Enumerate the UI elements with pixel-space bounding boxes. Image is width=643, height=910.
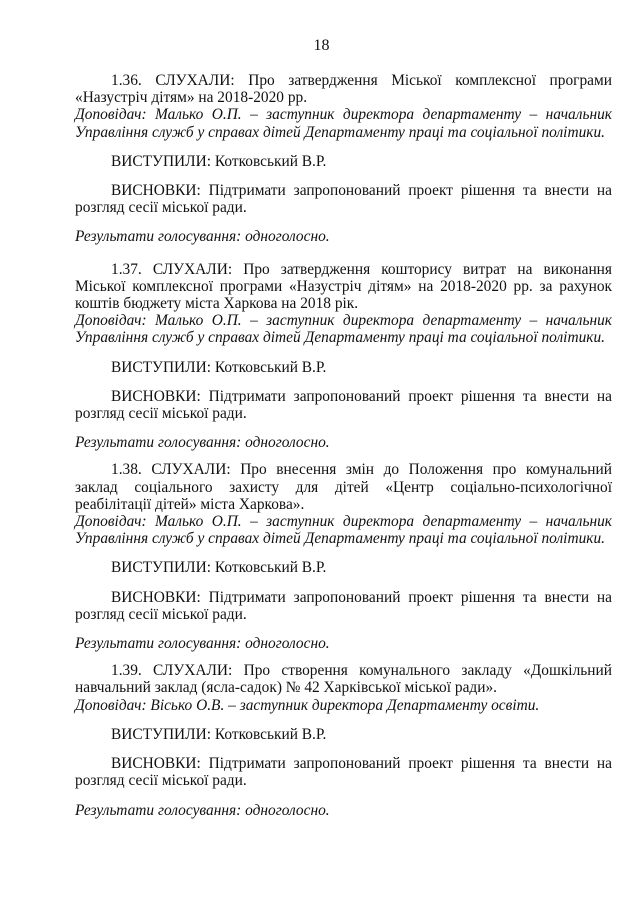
conclusions-paragraph: ВИСНОВКИ: Підтримати запропонований проект рішення та внести на розгляд сесії міської ради. (75, 588, 612, 623)
spoke-line: ВИСТУПИЛИ: Котковський В.Р. (111, 152, 327, 170)
agenda-item-1-38 (75, 461, 612, 652)
heard-text: Про внесення змін до Положення про комунальний заклад соціального захисту для дітей «Центр соціально-психологічної реабілітації дітей» міста Харкова». (75, 461, 612, 513)
vote-result: Результати голосування: одноголосно. (75, 635, 330, 653)
heard-paragraph (75, 261, 612, 313)
heard-text: Про затвердження Міської комплексної програми «Назустріч дітям» на 2018-2020 рр. (75, 72, 612, 107)
agenda-item-1-39 (75, 662, 612, 818)
vote-result: Результати голосування: одноголосно. (75, 801, 330, 819)
vote-result: Результати голосування: одноголосно. (75, 434, 330, 452)
reporter-line: Доповідач: Вісько О.В. – заступник директора Департаменту освіти. (75, 696, 540, 714)
conclusions-paragraph: ВИСНОВКИ: Підтримати запропонований проект рішення та внести на розгляд сесії міської ради. (75, 755, 612, 790)
spoke-line: ВИСТУПИЛИ: Котковський В.Р. (111, 358, 327, 376)
heard-label: 1.36. СЛУХАЛИ: (111, 72, 235, 89)
heard-text: Про створення комунального закладу «Дошкільний навчальний заклад (ясла-садок) № 42 Харківської міської ради». (75, 662, 612, 697)
heard-text: Про затвердження кошторису витрат на виконання Міської комплексної програми «Назустріч дітям» на 2018-2020 рр. за рахунок коштів бюджету міста Харкова на 2018 рік. (75, 260, 612, 313)
spoke-line: ВИСТУПИЛИ: Котковський В.Р. (111, 559, 327, 577)
conclusions-paragraph: ВИСНОВКИ: Підтримати запропонований проект рішення та внести на розгляд сесії міської ради. (75, 182, 612, 217)
heard-paragraph (75, 72, 612, 106)
page-number: 18 (313, 37, 330, 54)
spoke-line: ВИСТУПИЛИ: Котковський В.Р. (111, 725, 327, 743)
agenda-item-1-36 (75, 72, 612, 246)
vote-result: Результати голосування: одноголосно. (75, 228, 330, 246)
reporter-line: Доповідач: Малько О.П. – заступник директора департаменту – начальник Управління служб у справах дітей Департаменту праці та соціальної політики. (75, 513, 612, 548)
heard-paragraph (75, 662, 612, 696)
minutes-content (75, 72, 612, 819)
heard-label: 1.37. СЛУХАЛИ: (111, 260, 233, 278)
agenda-item-1-37 (75, 261, 612, 452)
reporter-line: Доповідач: Малько О.П. – заступник директора департаменту – начальник Управління служб у справах дітей Департаменту праці та соціальної політики. (75, 106, 612, 141)
heard-label: 1.39. СЛУХАЛИ: (111, 662, 233, 680)
conclusions-paragraph: ВИСНОВКИ: Підтримати запропонований проект рішення та внести на розгляд сесії міської ради. (75, 387, 612, 423)
heard-paragraph (75, 461, 612, 513)
heard-label: 1.38. СЛУХАЛИ: (111, 461, 231, 479)
reporter-line: Доповідач: Малько О.П. – заступник директора департаменту – начальник Управління служб у справах дітей Департаменту праці та соціальної політики. (75, 312, 612, 347)
